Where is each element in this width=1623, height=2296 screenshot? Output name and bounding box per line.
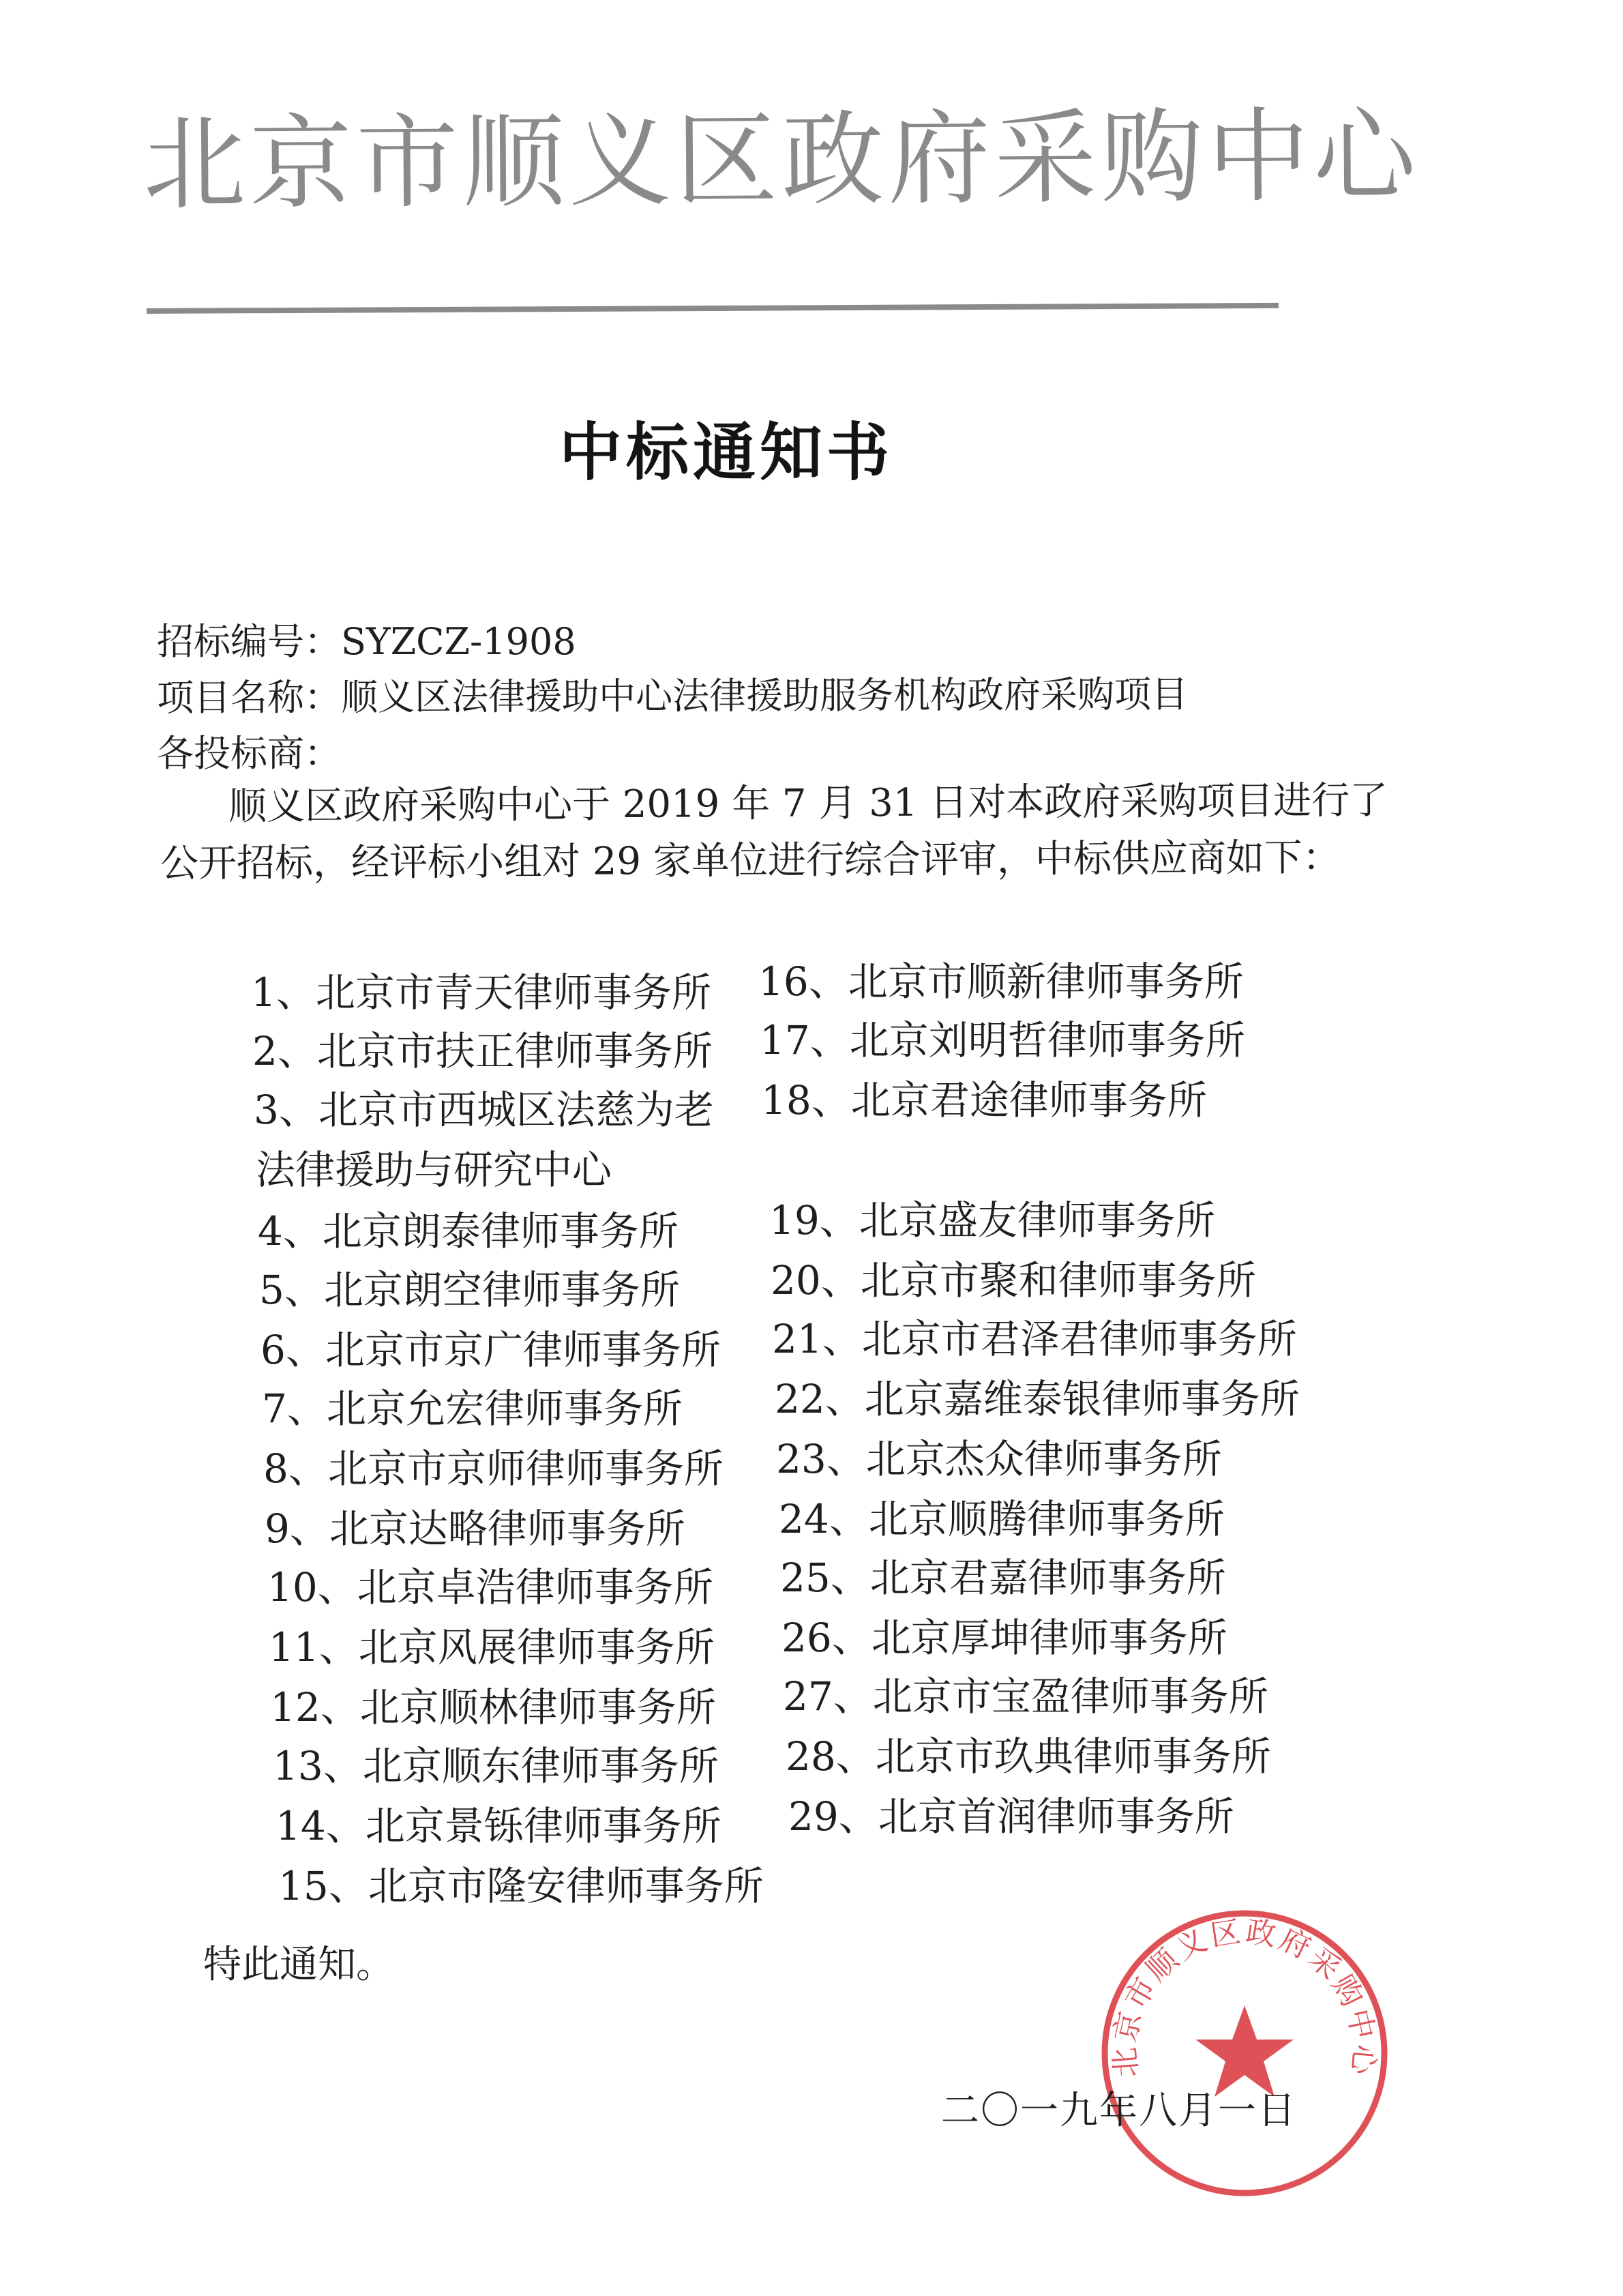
winner-right-26: 26、北京厚坤律师事务所 [781, 1615, 1227, 1661]
winner-left-3-cont: 法律援助与研究中心 [256, 1147, 612, 1193]
bid-number: 招标编号：SYZCZ-1908 [157, 620, 576, 663]
winner-left-6: 6、北京市京广律师事务所 [260, 1327, 721, 1373]
winner-left-11: 11、北京风展律师事务所 [269, 1624, 715, 1671]
seal-text: 北京市顺义区政府采购中心 [1107, 1914, 1382, 2079]
letterhead-rule [147, 303, 1279, 314]
winner-right-18: 18、北京君途律师事务所 [761, 1077, 1207, 1123]
official-seal [1095, 1903, 1395, 2203]
winner-left-4: 4、北京朗泰律师事务所 [258, 1208, 679, 1254]
winner-right-29: 29、北京首润律师事务所 [788, 1793, 1234, 1840]
winner-left-8: 8、北京市京师律师事务所 [263, 1445, 724, 1492]
winner-left-15: 15、北京市隆安律师事务所 [278, 1863, 764, 1909]
winner-left-3: 3、北京市西城区法慈为老 [254, 1087, 714, 1133]
winner-left-13: 13、北京顺东律师事务所 [273, 1743, 719, 1789]
winner-left-14: 14、北京景铄律师事务所 [276, 1803, 721, 1849]
winner-right-23: 23、北京杰众律师事务所 [776, 1436, 1222, 1482]
intro-line-2: 公开招标，经评标小组对 29 家单位进行综合评审，中标供应商如下： [160, 835, 1341, 886]
issue-date: 二〇一九年八月一日 [941, 2089, 1297, 2133]
intro-line-1: 顺义区政府采购中心于 2019 年 7 月 31 日对本政府采购项目进行了 [228, 778, 1388, 829]
project-name: 项目名称：顺义区法律援助中心法律援助服务机构政府采购项目 [156, 673, 1189, 720]
winner-left-2: 2、北京市扶正律师事务所 [252, 1028, 713, 1074]
winner-left-12: 12、北京顺林律师事务所 [270, 1684, 716, 1731]
winner-right-17: 17、北京刘明哲律师事务所 [760, 1017, 1245, 1063]
winner-right-24: 24、北京顺腾律师事务所 [779, 1496, 1225, 1542]
winner-left-1: 1、北京市青天律师事务所 [251, 969, 711, 1016]
winner-right-27: 27、北京市宝盈律师事务所 [783, 1673, 1268, 1720]
winner-right-20: 20、北京市聚和律师事务所 [771, 1257, 1256, 1304]
winner-left-5: 5、北京朗空律师事务所 [259, 1267, 680, 1313]
winner-right-19: 19、北京盛友律师事务所 [769, 1197, 1215, 1243]
winner-left-10: 10、北京卓浩律师事务所 [267, 1564, 713, 1610]
closing: 特此通知。 [203, 1943, 394, 1987]
winner-right-25: 25、北京君嘉律师事务所 [780, 1555, 1226, 1601]
salutation: 各投标商： [157, 732, 341, 775]
winner-right-21: 21、北京市君泽君律师事务所 [772, 1316, 1297, 1362]
winner-right-28: 28、北京市玖典律师事务所 [786, 1733, 1271, 1780]
winner-left-9: 9、北京达略律师事务所 [265, 1505, 685, 1552]
document-title: 中标通知书 [559, 416, 894, 489]
winner-left-7: 7、北京允宏律师事务所 [262, 1385, 683, 1432]
winner-right-16: 16、北京市顺新律师事务所 [758, 958, 1244, 1005]
letterhead-org: 北京市顺义区政府采购中心 [143, 96, 1420, 224]
winner-right-22: 22、北京嘉维泰银律师事务所 [775, 1376, 1300, 1422]
